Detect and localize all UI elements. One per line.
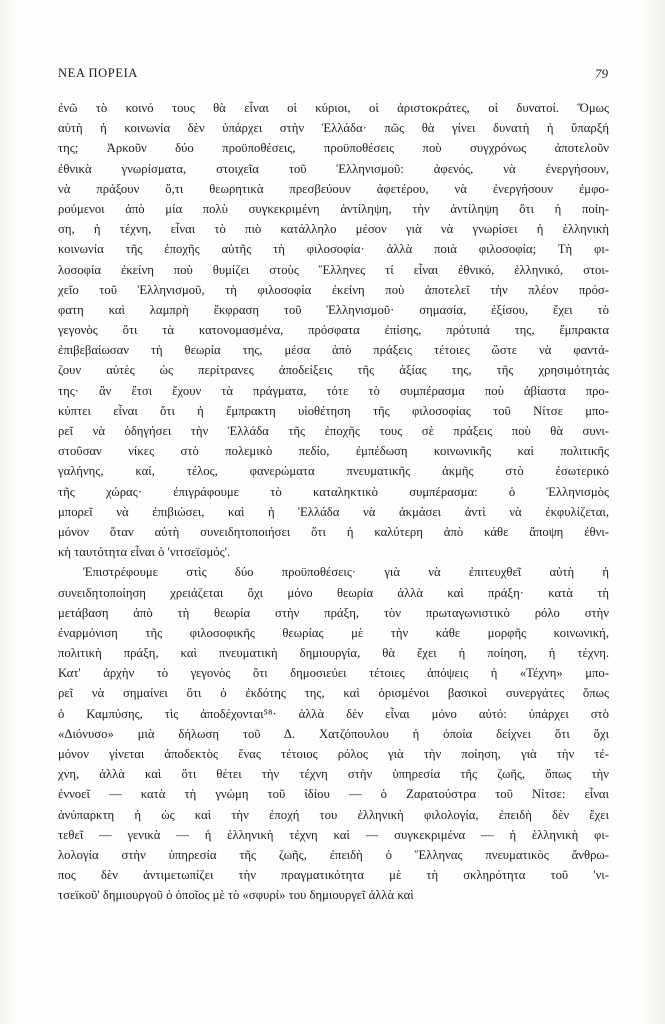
running-title: ΝΕΑ ΠΟΡΕΙΑ (58, 66, 138, 80)
running-head (58, 66, 608, 84)
text-line: λολογία στὴν ὑπηρεσία τῆς ζωῆς, ἐπειδὴ ὁ Ἕλληνας πνευματικὸς ἄνθρω- (58, 847, 609, 862)
text-line: χνη, ἀλλὰ καὶ ὅτι θέτει τὴν τέχνη στὴν ὑπηρεσία τῆς ζωῆς, ὅπως τὴν (58, 767, 609, 782)
text-line: γαλήνης, καί, τέλος, φανερώματα πνευματικῆς ἀκμῆς στὸ ἐσωτερικὸ (58, 464, 609, 479)
text-line: χεῖο τοῦ Ἑλληνισμοῦ, τὴ φιλοσοφία ἐκείνη ποὺ ἀποτελεῖ τὴν πλέον πρόσ- (58, 282, 609, 297)
text-line: «Διόνυσο» μιὰ δήλωση τοῦ Δ. Χατζόπουλου ἡ ὁποία δείχνει ὅτι ὄχι (58, 726, 609, 741)
text-line: τσεϊκοῦ' δημιουργοῦ ὁ ὁποῖος μὲ τὸ «σφυρί» του δημιουργεῖ ἀλλὰ καὶ (58, 888, 414, 903)
text-line: φατη καὶ λαμπρὴ ἔκφραση τοῦ Ἑλληνισμοῦ· σημασία, ἐξίσου, ἔχει τὸ (58, 302, 609, 317)
text-line: Κατ' ἀρχὴν τὸ γεγονὸς ὅτι δημοσιεύει τέτοιες ἀπόψεις ἡ «Τέχνη» μπο- (58, 666, 609, 681)
text-line: ἐνῶ τὸ κοινό τους θὰ εἶναι οἱ κύριοι, οἱ ἀριστοκράτες, οἱ δυνατοί. Ὅμως (58, 101, 609, 115)
text-line: συνειδητοποίηση χρειάζεται ὄχι μόνο θεωρία ἀλλὰ καὶ πράξη· κατὰ τὴ (58, 585, 609, 600)
text-line: της· ἂν ἔτσι ἔχουν τὰ πράγματα, τότε τὸ συμπέρασμα ποὺ ἀβίαστα προ- (58, 383, 609, 398)
text-line: ἐθνικὰ γνωρίσματα, στοιχεῖα τοῦ Ἑλληνισμοῦ: ἀφενός, νὰ ἐνεργήσουν, (58, 161, 609, 176)
text-line: μόνον ὅταν αὐτὴ συνειδητοποιήσει ὅτι ἡ καλύτερη ἀπὸ κάθε ἄποψη ἐθνι- (58, 524, 609, 539)
text-line: ρούμενοι ἀπὸ μία πολὺ συγκεκριμένη ἀντίληψη, τὴν ἀντίληψη ὅτι ἡ ποίη- (58, 201, 609, 216)
body-text (58, 98, 609, 906)
text-line: ὁ Καμπύσης, τὶς ἀποδέχονται⁵⁸· ἀλλὰ δὲν εἶναι μόνο αὐτό: ὑπάρχει στὸ (58, 706, 609, 721)
text-line: ἐπιβεβαίωσαν τὴ θεωρία της, μέσα ἀπὸ πράξεις τέτοιες ὥστε νὰ φαντά- (58, 343, 609, 358)
text-line: μπορεῖ νὰ ἐπιβιώσει, καὶ ἡ Ἑλλάδα νὰ ἀκμάσει ἀντὶ νὰ ἐκφυλίζεται, (58, 504, 609, 519)
text-line: πολιτικὴ πράξη, καὶ πνευματικὴ δημιουργία, θὰ ἔχει ἡ ποίηση, ἡ τέχνη. (58, 646, 609, 661)
text-line: ρεῖ νὰ ὁδηγήσει τὴν Ἑλλάδα τῆς ἐποχῆς τους σὲ πράξεις ποὺ θὰ συνι- (58, 424, 609, 438)
text-line: Ἐπιστρέφουμε στὶς δύο προϋποθέσεις· γιὰ νὰ ἐπιτευχθεῖ αὐτὴ ἡ (83, 565, 609, 580)
text-line: αὐτὴ ἡ κοινωνία δὲν ὑπάρχει στὴν Ἑλλάδα· πῶς θὰ γίνει δυνατὴ ἡ ὕπαρξή (58, 121, 609, 136)
text-line: της; Ἀρκοῦν δύο προϋποθέσεις, προϋποθέσεις ποὺ συγχρόνως ἀποτελοῦν (58, 141, 609, 156)
text-line: κοινωνία τῆς ἐποχῆς αὐτῆς τὴ φιλοσοφία· ἀλλὰ ποιὰ φιλοσοφία; Τὴ φι- (58, 242, 609, 257)
paragraph (58, 562, 609, 905)
text-line: γεγονὸς ὅτι τὰ κατονομασμένα, πρόσφατα ἐπίσης, πρότυπά της, ἔμπρακτα (58, 323, 609, 338)
text-line: λοσοφία ἐκείνη ποὺ θυμίζει στοὺς Ἕλληνες τί εἶναι ἐθνικό, ἑλληνικό, στοι- (58, 262, 609, 277)
text-line: ἐννοεῖ — κατὰ τὴ γνώμη τοῦ ἰδίου — ὁ Ζαρατούστρα τοῦ Νίτσε: εἶναι (58, 787, 609, 802)
text-line: ση, ἡ τέχνη, εἶναι τὸ πιὸ κατάλληλο μέσον γιὰ νὰ γνωρίσει ἡ ἑλληνικὴ (58, 222, 609, 237)
text-line: τεθεῖ — γενικὰ — ἡ ἑλληνικὴ τέχνη καὶ — συγκεκριμένα — ἡ ἑλληνικὴ φι- (58, 827, 609, 842)
text-line: κὴ ταυτότητα εἶναι ὁ 'νιτσεϊσμός'. (58, 545, 231, 560)
text-line: τῆς χώρας· ἐπιγράφουμε τὸ καταληκτικὸ συμπέρασμα: ὁ Ἑλληνισμὸς (58, 484, 609, 499)
text-line: ζουν αὐτὲς ὡς περίτρανες ἀποδείξεις τῆς ἀξίας της, τῆς χρησιμότητάς (58, 363, 609, 378)
text-line: μόνον γίνεται ἀποδεκτὸς ἕνας τέτοιος ρόλος γιὰ τὴν ποίηση, γιὰ τὴν τέ- (58, 747, 609, 761)
text-line: στοῦσαν νίκες στὸ πολεμικὸ πεδίο, ἐμπέδωση κοινωνικῆς καὶ πολιτικῆς (58, 444, 609, 459)
text-line: νὰ πράξουν ὅ,τι θεωρητικὰ πρεσβεύουν ἀφετέρου, νὰ ἐνεργήσουν ἐμφο- (58, 181, 609, 196)
text-line: κύπτει εἶναι ὅτι ἡ ἔμπρακτη υἱοθέτηση τῆς φιλοσοφίας τοῦ Νίτσε μπο- (58, 403, 609, 418)
text-line: πος δὲν ἀντιμετωπίζει τὴν πραγματικότητα μὲ τὴ σκληρότητα τοῦ 'νι- (58, 868, 609, 883)
text-line: ρεῖ νὰ σημαίνει ὅτι ὁ ἐκδότης της, καὶ ὁρισμένοι βασικοὶ συνεργάτες ὅπως (58, 686, 609, 701)
paragraph (58, 98, 609, 562)
page-number: 79 (595, 66, 608, 81)
text-line: μετάβαση ἀπὸ τὴ θεωρία στὴν πράξη, τὸν πρωταγωνιστικὸ ρόλο στὴν (58, 605, 609, 620)
text-line: ἀνύπαρκτη ἡ ὡς καὶ τὴν ἐποχή του ἑλληνικὴ φιλολογία, ἐπειδὴ δὲν ἔχει (58, 807, 609, 822)
text-line: ἐναρμόνιση τῆς φιλοσοφικῆς θεωρίας μὲ τὴν κάθε μορφῆς κοινωνική, (58, 625, 609, 640)
